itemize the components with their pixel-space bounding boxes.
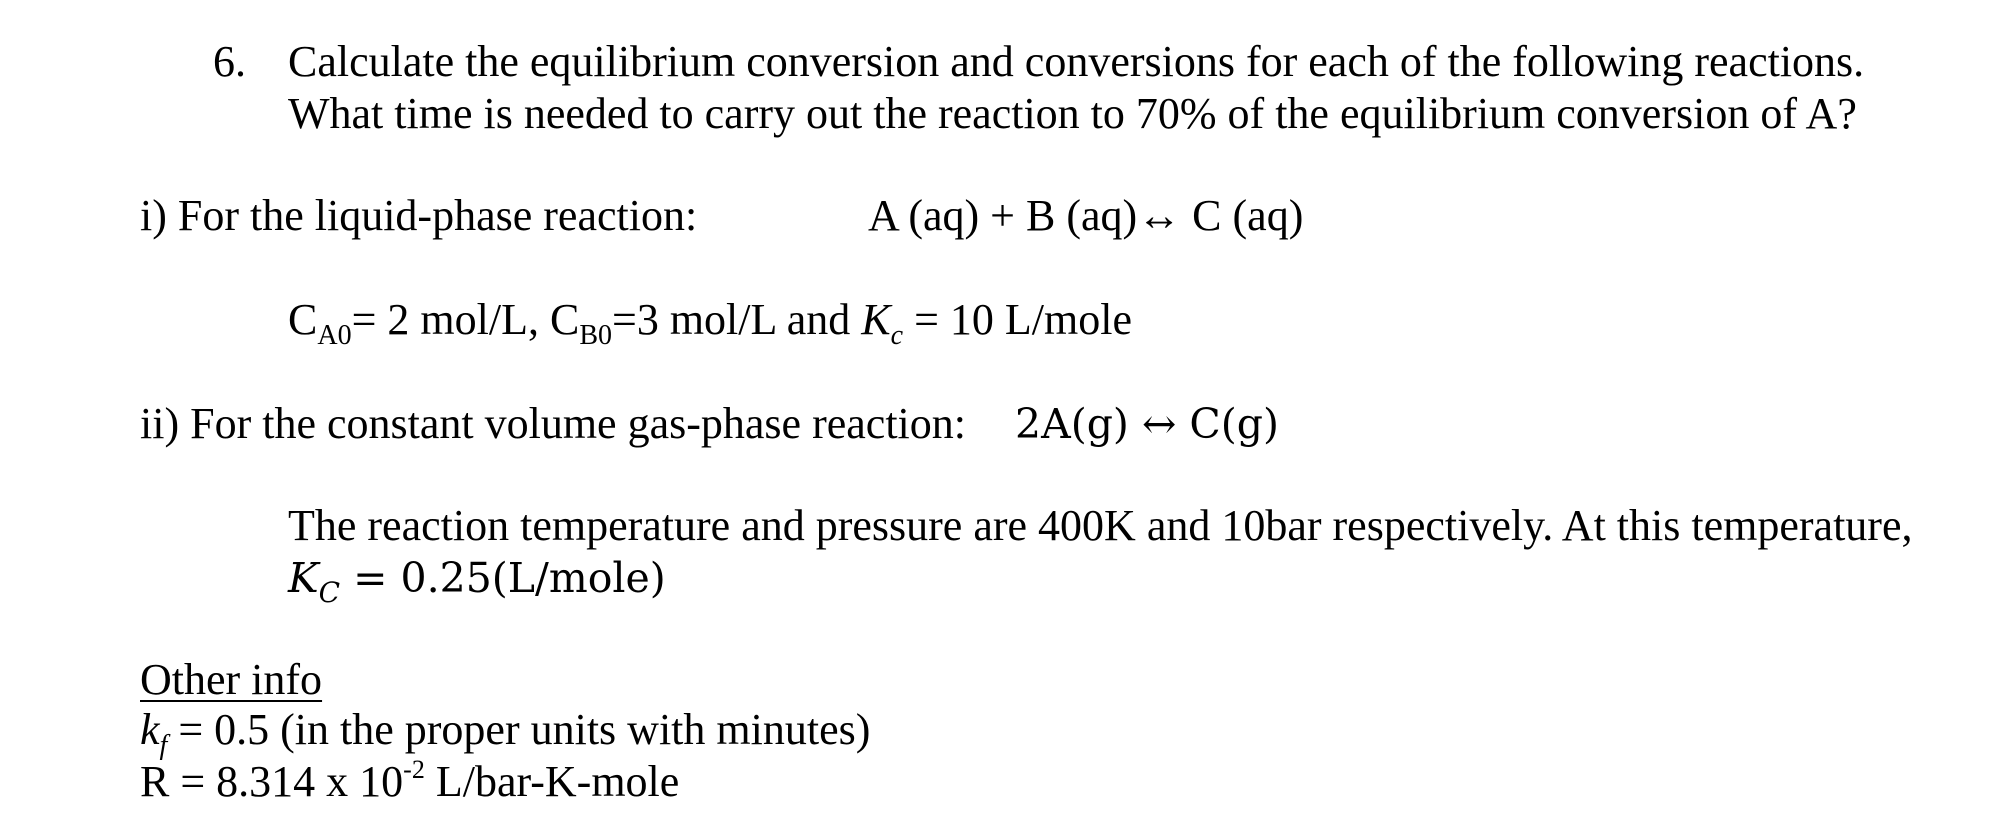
kc-value: = 10 L/mole [903, 295, 1132, 344]
ca0-symbol: C [288, 295, 318, 344]
cb0-subscript: B0 [579, 320, 613, 351]
part-i-label: i) For the liquid-phase reaction: [140, 191, 698, 240]
kf-line [140, 704, 870, 762]
question-number: 6. [213, 37, 246, 86]
kf-value: = 0.5 (in the proper units with minutes) [167, 705, 871, 754]
kc-symbol-ii: K [288, 554, 319, 602]
part-ii-conditions-line-1: The reaction temperature and pressure are 400K and 10bar respectively. At this temperature, [288, 501, 1913, 550]
r-exponent: -2 [403, 755, 425, 784]
kc-symbol: K [861, 295, 891, 344]
part-ii-kc [288, 552, 666, 609]
kc-subscript: c [890, 320, 904, 351]
kf-subscript: f [159, 730, 168, 761]
kc-value-ii: = 0.25(L/mole) [340, 554, 666, 602]
part-ii-label: ii) For the constant volume gas-phase reaction: [140, 399, 966, 448]
kc-subscript-ii: C [318, 576, 341, 609]
question-text-line-2: What time is needed to carry out the reaction to 70% of the equilibrium conversion of A? [288, 89, 1857, 138]
kf-symbol: k [140, 705, 160, 754]
other-info-heading: Other info [140, 655, 323, 704]
cb0-symbol: C [549, 295, 580, 344]
ca0-subscript: A0 [317, 320, 352, 351]
part-i-equation: A (aq) + B (aq)↔ C (aq) [868, 191, 1304, 240]
question-text-line-1: Calculate the equilibrium conversion and conversions for each of the following reactions. [288, 37, 1865, 86]
r-suffix: L/bar-K-mole [424, 757, 680, 806]
cb0-value: =3 mol/L and [612, 295, 862, 344]
r-prefix: R = 8.314 x 10 [140, 757, 404, 806]
r-line [140, 756, 679, 814]
part-ii-equation: 2A(g) ↔ C(g) [1015, 400, 1279, 448]
part-i-conditions [288, 294, 1132, 352]
ca0-value: = 2 mol/L, [351, 295, 550, 344]
